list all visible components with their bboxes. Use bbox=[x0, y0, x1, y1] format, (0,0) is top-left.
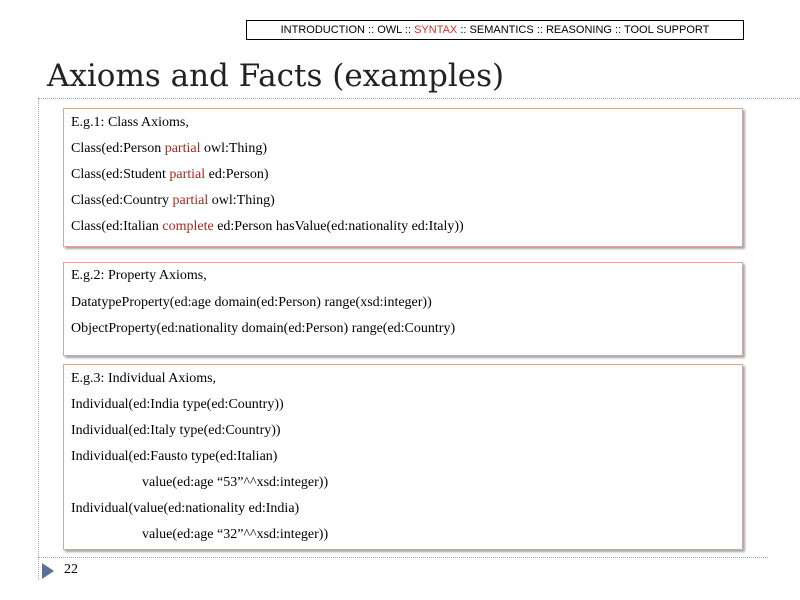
individual-axiom-line: value(ed:age “32”^^xsd:integer)) bbox=[142, 527, 329, 542]
property-axiom-line: DatatypeProperty(ed:age domain(ed:Person) range(xsd:integer)) bbox=[71, 295, 432, 310]
nav-separator: :: bbox=[401, 24, 415, 36]
page-number: 22 bbox=[64, 562, 78, 577]
nav-item-introduction[interactable]: INTRODUCTION bbox=[280, 24, 365, 36]
axiom-keyword: partial bbox=[172, 193, 209, 208]
individual-axioms-box bbox=[63, 364, 743, 550]
axiom-keyword: partial bbox=[169, 167, 206, 182]
nav-separator: :: bbox=[611, 24, 624, 36]
slide-pager-icon bbox=[42, 563, 54, 579]
class-axiom-line: Class(ed:Person partial owl:Thing) bbox=[71, 141, 267, 156]
nav-item-semantics[interactable]: SEMANTICS bbox=[469, 24, 534, 36]
section-nav bbox=[246, 20, 744, 40]
property-axiom-line: ObjectProperty(ed:nationality domain(ed:Person) range(ed:Country) bbox=[71, 321, 456, 336]
class-axiom-line: Class(ed:Student partial ed:Person) bbox=[71, 167, 269, 182]
nav-separator: :: bbox=[533, 24, 546, 36]
individual-axiom-line: Individual(ed:India type(ed:Country)) bbox=[71, 397, 284, 412]
property-axioms-box bbox=[63, 262, 743, 356]
slide-title: Axioms and Facts (examples) bbox=[47, 58, 505, 94]
nav-separator: :: bbox=[457, 24, 470, 36]
class-axioms-heading: E.g.1: Class Axioms, bbox=[71, 115, 189, 130]
title-divider bbox=[38, 98, 800, 99]
class-axiom-line: Class(ed:Italian complete ed:Person hasValue(ed:nationality ed:Italy)) bbox=[71, 219, 464, 234]
nav-item-syntax[interactable]: SYNTAX bbox=[414, 24, 458, 36]
nav-separator: :: bbox=[364, 24, 378, 36]
property-axioms-heading: E.g.2: Property Axioms, bbox=[71, 268, 207, 283]
left-margin-rule bbox=[38, 98, 39, 580]
individual-axioms-heading: E.g.3: Individual Axioms, bbox=[71, 371, 217, 386]
axiom-keyword: partial bbox=[164, 141, 201, 156]
footer-divider bbox=[38, 557, 768, 558]
class-axiom-line: Class(ed:Country partial owl:Thing) bbox=[71, 193, 275, 208]
axiom-keyword: complete bbox=[162, 219, 214, 234]
individual-axiom-line: Individual(ed:Fausto type(ed:Italian) bbox=[71, 449, 278, 464]
individual-axiom-line: value(ed:age “53”^^xsd:integer)) bbox=[142, 475, 329, 490]
individual-axiom-line: Individual(value(ed:nationality ed:India) bbox=[71, 501, 300, 516]
class-axioms-box bbox=[63, 108, 743, 247]
nav-item-tool-support[interactable]: TOOL SUPPORT bbox=[623, 24, 710, 36]
individual-axiom-line: Individual(ed:Italy type(ed:Country)) bbox=[71, 423, 281, 438]
nav-item-reasoning[interactable]: REASONING bbox=[545, 24, 612, 36]
nav-item-owl[interactable]: OWL bbox=[377, 24, 402, 36]
